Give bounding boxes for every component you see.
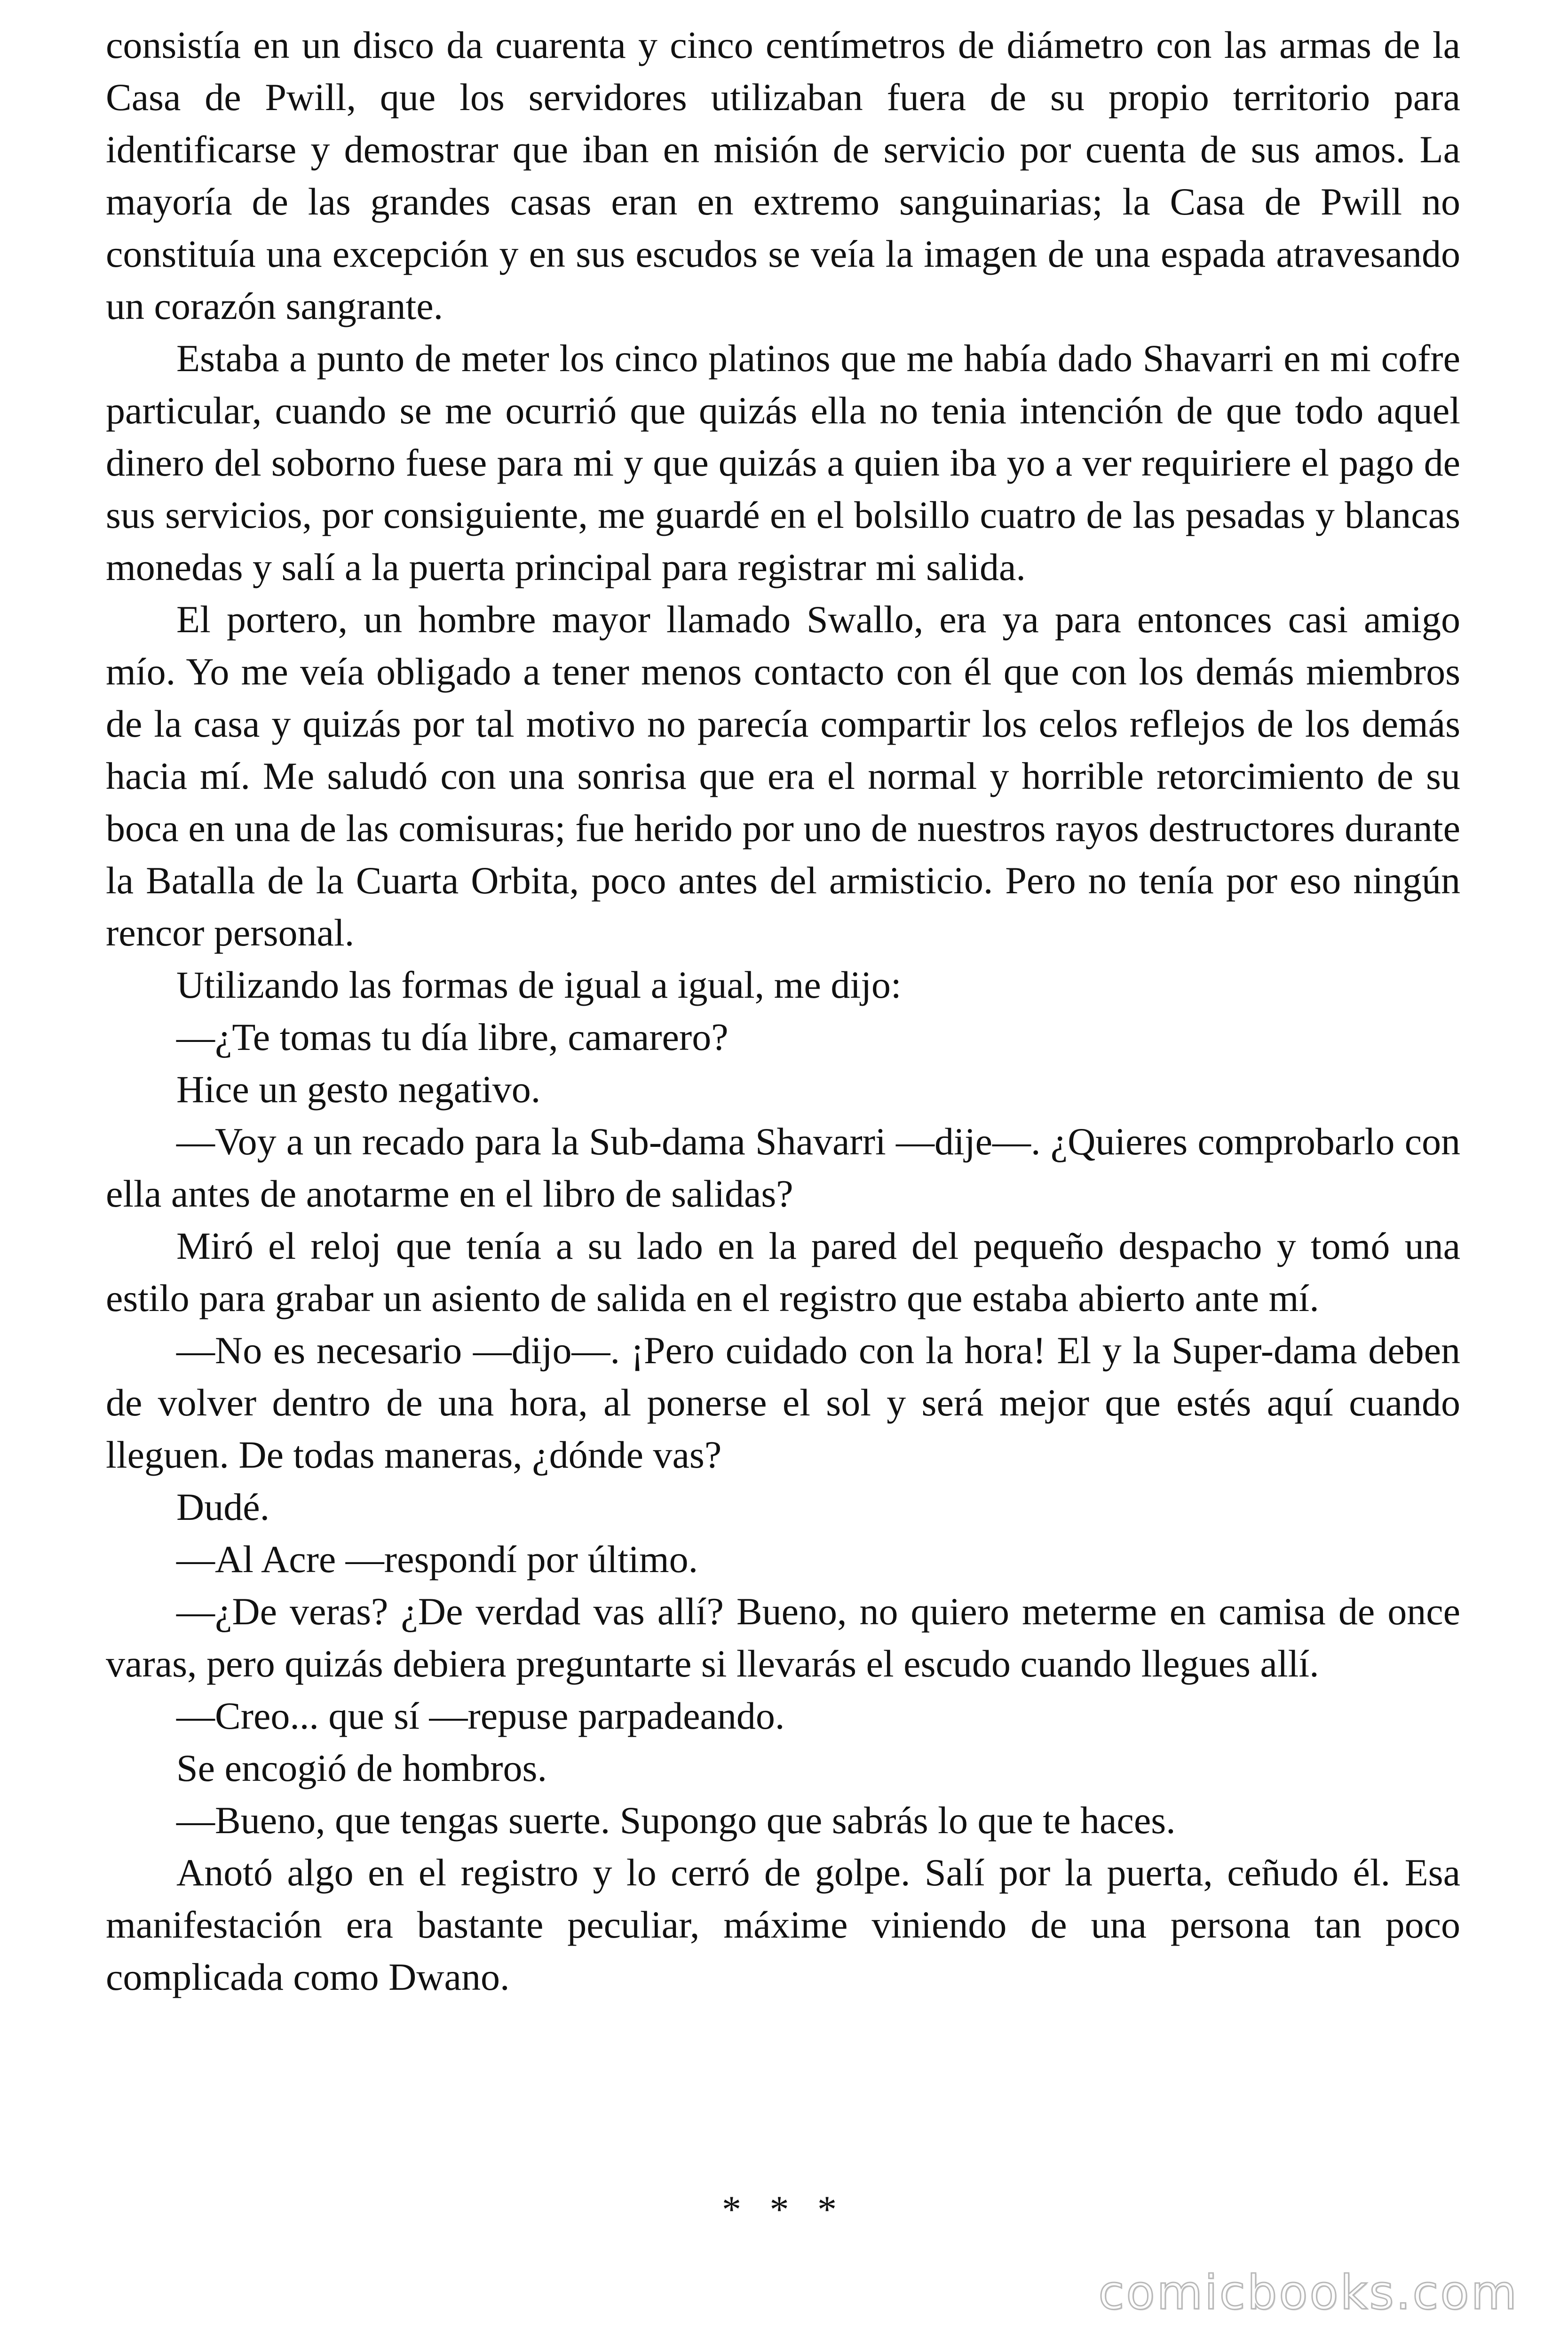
- dialogue-line-4: —Al Acre —respondí por último.: [176, 1538, 698, 1581]
- paragraph-8: Miró el reloj que tenía a su lado en la pared del pequeño despacho y tomó una estilo para grabar un asiento de salida en el registro que estaba abierto ante mí.: [106, 1224, 1460, 1319]
- watermark-logo: comicbooks.com: [1098, 2265, 1519, 2320]
- paragraph-6: Hice un gesto negativo.: [176, 1068, 541, 1111]
- paragraph-1: consistía en un disco da cuarenta y cinco centímetros de diámetro con las armas de la Casa de Pwill, que los servidores utilizaban fuera de su propio territorio para identificarse y demostrar que iban en misión de servicio por cuenta de sus amos. La mayoría de las grandes casas eran en extremo sanguinarias; la Casa de Pwill no constituía una excepción y en sus escudos se veía la imagen de una espada atravesando un corazón sangrante.: [106, 24, 1460, 327]
- dialogue-line-5: —¿De veras? ¿De verdad vas allí? Bueno, no quiero meterme en camisa de once varas, pero quizás debiera preguntarte si llevarás el escudo cuando llegues allí.: [106, 1590, 1460, 1685]
- dialogue-line-7: —Bueno, que tengas suerte. Supongo que sabrás lo que te haces.: [176, 1799, 1176, 1842]
- dialogue-line-3: —No es necesario —dijo—. ¡Pero cuidado con la hora! El y la Super-dama deben de volver dentro de una hora, al ponerse el sol y será mejor que estés aquí cuando lleguen. De todas maneras, ¿dónde vas?: [106, 1329, 1460, 1476]
- dialogue-line-2: —Voy a un recado para la Sub-dama Shavarri —dije—. ¿Quieres comprobarlo con ella antes de anotarme en el libro de salidas?: [106, 1120, 1460, 1215]
- dialogue-line-1: —¿Te tomas tu día libre, camarero?: [176, 1016, 729, 1058]
- paragraph-2: Estaba a punto de meter los cinco platinos que me había dado Shavarri en mi cofre particular, cuando se me ocurrió que quizás ella no tenia intención de que todo aquel dinero del soborno fuese para mi y que quizás a quien iba yo a ver requiriere el pago de sus servicios, por consiguiente, me guardé en el bolsillo cuatro de las pesadas y blancas monedas y salí a la puerta principal para registrar mi salida.: [106, 337, 1460, 588]
- paragraph-3: El portero, un hombre mayor llamado Swallo, era ya para entonces casi amigo mío. Yo me veía obligado a tener menos contacto con él que con los demás miembros de la casa y quizás por tal motivo no parecía compartir los celos reflejos de los demás hacia mí. Me saludó con una sonrisa que era el normal y horrible retorcimiento de su boca en una de las comisuras; fue herido por uno de nuestros rayos destructores durante la Batalla de la Cuarta Orbita, poco antes del armisticio. Pero no tenía por eso ningún rencor personal.: [106, 598, 1460, 954]
- book-page-text: [106, 19, 1460, 2003]
- dialogue-line-6: —Creo... que sí —repuse parpadeando.: [176, 1694, 785, 1737]
- paragraph-16: Anotó algo en el registro y lo cerró de golpe. Salí por la puerta, ceñudo él. Esa manifestación era bastante peculiar, máxime viniendo de una persona tan poco complicada como Dwano.: [106, 1851, 1460, 1998]
- paragraph-10: Dudé.: [176, 1486, 270, 1528]
- paragraph-14: Se encogió de hombros.: [176, 1747, 547, 1789]
- section-separator: * * *: [722, 2188, 846, 2231]
- paragraph-4: Utilizando las formas de igual a igual, me dijo:: [176, 963, 902, 1006]
